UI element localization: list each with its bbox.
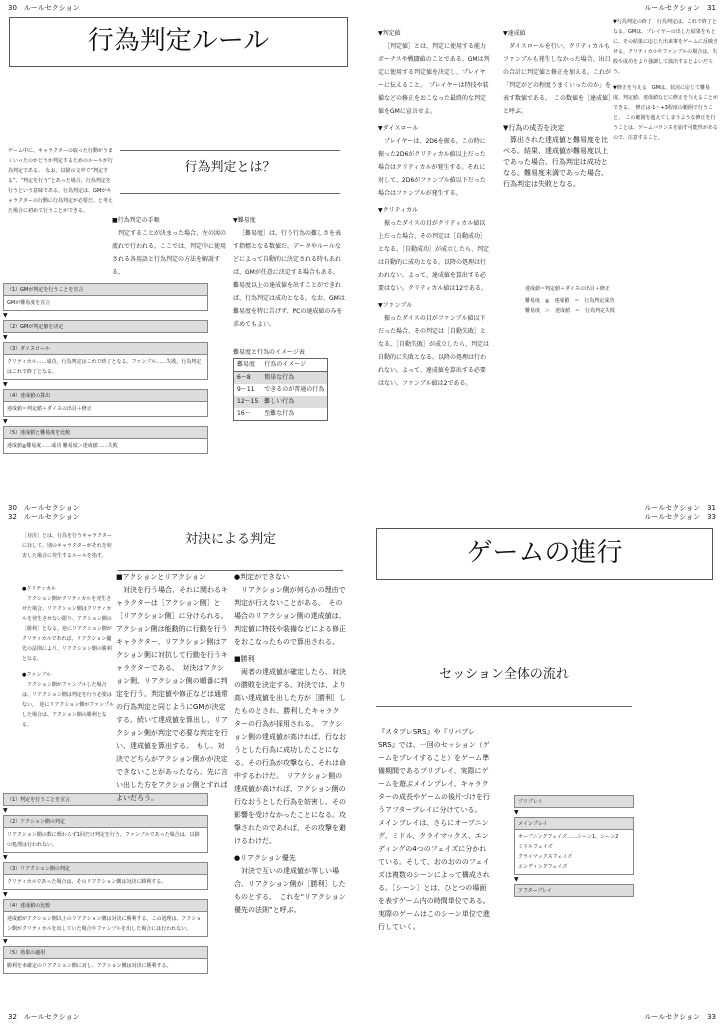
section-text: 対決を行う場合、それに関わるキャラクターは［アクション側］と［リアクション側］に分けられる。アクション側は能動的に行動を行うキャラクター、リアクション側はアクション側に対抗して行動を行うキャラクターである。 対決はアクション側、リアクション側の順番に判定を行う。判定値や修正などは通常の行為判定と同じようにGMが決定する。続いて達成値を算出し、リアクション側が判定で必要な判定を行い、達成値を算出する。 もし、対決でどちらがアクション側かが決定できないことがあったなら、先に言い出した方をアクション側とすればよいだろう。 (116, 586, 228, 802)
phase-item: オープニングフェイズ……シーン1、シーン2 (518, 834, 619, 840)
flow-step-head: アフタープレイ (514, 884, 634, 897)
phase-item: ミドルフェイズ (518, 844, 553, 850)
table-row: 6〜8 簡単な行為 (234, 372, 328, 385)
page-header-right: ルールセクション 31 ルールセクション 33 (644, 504, 716, 521)
side-note: ▼修正を与える GMは、状況に応じて難易度、判定値、達成値などに修正を与えることができる。 修正は-1〜+3程度の範囲で行うこと。 この範囲を超えてしまうような修正を行うことは、ゲームバランスを崩す可能性があるので、注意すること。 (613, 85, 719, 141)
arrow-down-icon: ▼ (3, 312, 8, 319)
subtitle: 対決による判定 (184, 532, 276, 547)
divider (120, 150, 340, 151)
flow-step-head: （5）達成値と難易度を比較 (3, 426, 208, 439)
flow-step-head: （2）GMが判定値を決定 (3, 320, 208, 333)
section-heading: ▼判定値 (378, 30, 401, 37)
table-title: 難易度と行為のイメージ表 (233, 349, 305, 356)
title-box (376, 528, 713, 580)
arrow-down-icon: ▼ (3, 854, 8, 861)
table-row: 9〜11 できるのが普通の行為 (237, 386, 325, 393)
arrow-down-icon: ▼ (3, 334, 8, 341)
session-flowchart (514, 795, 634, 897)
flow-step-head: （5）効果の適用 (3, 946, 208, 959)
formula-line: 達成値＝判定値＋ダイスの出目＋修正 (525, 286, 610, 292)
section-heading: ▼達成値 (503, 30, 526, 37)
flow-step-head: （3）ダイスロール (3, 342, 208, 355)
section-heading: ■行為判定の手順 (112, 217, 160, 224)
difficulty-table (233, 358, 328, 421)
section-heading: ■勝利 (234, 655, 255, 663)
phase-item: エンディングフェイズ (518, 864, 568, 870)
section-text: 判定することが決まった場合、左の図の流れで行われる。ここでは、判定中に使用される各用語と行為判定の方法を解説する。 (112, 230, 227, 276)
contest-flowchart (3, 793, 208, 974)
procedure-section (112, 214, 226, 279)
flow-step-head: （3）リアクション側の判定 (3, 862, 208, 875)
section-text: 算出された達成値と難易度を比べる。結果、達成値が難易度以上であった場合、行為判定は成功となる。難易度未満であった場合、行為判定は失敗となる。 (503, 136, 608, 188)
page-title: ゲームの進行 (466, 538, 623, 568)
arrow-down-icon: ▼ (3, 381, 8, 388)
section-text: 振ったダイスの目がクリティカル値以上だった場合、その判定は［自動成功］となる。［自動成功］が成立したら、判定は自動的に成功となる。以降の処理は行われない。よって、達成値を算出する必要はない。クリティカル値は12である。 (378, 220, 490, 292)
section-title: セッション全体の流れ (439, 667, 569, 682)
page-footer-left: 32 ルールセクション (8, 1013, 80, 1021)
arrow-down-icon: ▼ (3, 891, 8, 898)
flow-step-head: メインプレイ (514, 817, 634, 830)
flow-step-body: 達成値がアクション側以上のリアクション側は対決に勝利する。この処理は、アクション側がクリティカルを出していた場合やファンブルを出した場合には行われない。 (3, 912, 208, 937)
arrow-down-icon: ▼ (3, 807, 8, 814)
section-heading: ▼クリティカル (378, 207, 419, 214)
session-title-block (376, 664, 632, 707)
section-text: プレイヤーは、2D6を振る。この時に振った2D6がクリティカル値以上だった場合はクリティカルが発生する。それに対して、2D6がファンブル値以下だった場合はファンブルが発生する。 (378, 138, 486, 197)
section-text: ［判定値］とは、判定に使用する能力ボーナスや戦闘値のことである。GMは判定に使用する判定値を決定し、プレイヤーに伝えること。 プレイヤーは特技や装備などの修正をおこなった最終的な判定値をGMに宣言せよ。 (378, 43, 490, 115)
arrow-down-icon: ▼ (514, 876, 519, 883)
flow-step-body: 勝利を未確定のリアクション側に対し、アクション側は対決に勝利する。 (3, 959, 208, 974)
section-heading: ■アクションとリアクション (116, 573, 206, 581)
difficulty-table-block (233, 347, 328, 421)
section-heading: ▼ファンブル (378, 302, 413, 309)
section-text: 対決で互いの達成値が等しい場合、リアクション側が［勝利］したものとする。 これを“リアクション優先の法則”と呼ぶ。 (234, 867, 346, 914)
table-row: 12〜15 難しい行為 (234, 396, 328, 408)
table-row: 16〜 至難な行為 (237, 410, 295, 417)
subtitle-block (120, 150, 340, 194)
page-header-left: 30 ルールセクション 32 ルールセクション (8, 504, 80, 521)
flow-step-body: クリティカル……成功。行為判定はこれで終了となる。ファンブル……失敗。行為判定はこれで終了となる。 (3, 355, 208, 380)
side-item-text: アクション側がファンブルした場合は、リアクション側は判定を行う必要はない。 逆にリアクション側がファンブルした場合は、アクション側の勝利となる。 (22, 682, 114, 728)
divider (376, 706, 632, 707)
page-header-right: ルールセクション 31 (644, 4, 716, 12)
arrow-down-icon: ▼ (3, 938, 8, 945)
page-title: 行為判定ルール (87, 26, 270, 56)
arrow-down-icon: ▼ (3, 418, 8, 425)
divider (120, 193, 340, 194)
section-text: ダイスロールを行い、クリティカルもファンブルも発生しなかった場合、出目の合計に判定値と修正を加える。これが「判定がどの程度うまくいったのか」を表す数値である。 この数値を［達成値］と呼ぶ。 (503, 43, 612, 115)
flow-step-head: プリプレイ (514, 795, 634, 808)
section-heading: ▼難易度 (233, 217, 256, 224)
column-4 (503, 27, 611, 190)
section-text: ［難易度］は、行う行為の難しさを表す指標となる数値だ。データやルールなどによって自動的に決定される時もあれば、GMが任意に決定する場合もある。 難易度以上の達成値を出すことができれば、行為判定は成功となる。なお、GMは難易度を特に告げず、PCの達成値のみを求めてもよい。 (233, 230, 345, 328)
subtitle-block (118, 530, 343, 571)
formula-line: 難易度 ≦ 達成値 ＝ 行為判定成功 (525, 298, 615, 304)
flow-step-head: （4）達成値の算出 (3, 389, 208, 402)
side-items (22, 584, 116, 730)
session-text: 『スタブレSRS』や『リバプレSRS』では、一回のセッション（ゲームをプレイすること）をゲーム準備期間であるプリプレイ、実際にゲームを遊ぶメインプレイ、キャラクターの成長やゲームの後片づけを行うアフタープレイに分けている。 メインプレイは、さらにオープニング、ミドル、クライマックス、エンディングの4つのフェイズに分かれている。そして、おのおののフェイズは複数のシーンによって構成される。［シーン］とは、ひとつの場面を表すゲーム内の時間単位である。実際のゲームはこのシーン単位で進行していく。 (378, 728, 490, 931)
section-text: 振ったダイスの目がファンブル値以下だった場合、その判定は［自動失敗］となる。［自動失敗］が成立したら、判定は自動的に失敗となる。以降の処理は行われない。よって、達成値を算出する必要はない。ファンブル値は2である。 (378, 315, 490, 387)
flow-step-head: （4）達成値の比較 (3, 899, 208, 912)
side-note: ［対決］とは、行為を行うキャラクターに対して、別のキャラクターがそれを妨害した場合に発生するルールを指す。 (22, 533, 112, 559)
section-text: 両者の達成値が確定したら、対決の勝敗を決定する。対決では、より高い達成値を出した方が［勝利］したものとされ、勝利したキャラクターの行為が採用される。 アクション側の達成値が高ければ、行なおうとした行為に成功したことになる。その行為が攻撃なら、それは命中するわけだ。 リアクション側の達成値が高ければ、アクション側の行なおうとした行為を妨害し、その影響を受けなかったことになる。攻撃されたのであれば、その攻撃を避けるわけだ。 (234, 668, 346, 845)
side-column (613, 17, 719, 143)
difficulty-section (233, 214, 346, 331)
flow-step-body: 達成値＝判定値＋ダイスの出目＋修正 (3, 402, 208, 417)
victory-section (234, 571, 346, 917)
section-text: リアクション側が何らかの理由で判定が行えないことがある。 その場合のリアクション側の達成値は、判定値に特技や装備などによる修正をおこなったもので算出される。 (234, 586, 346, 646)
flow-step-body: リアクション側の数に関わらず1回だけ判定を行う。ファンブルであった場合は、以降の処理は行われない。 (3, 828, 208, 853)
flow-step-body: GMが難易度を宣言 (3, 296, 208, 311)
formula-line: 難易度 ＞ 達成値 ＝ 行為判定失敗 (525, 308, 616, 314)
page-footer-right: ルールセクション 33 (644, 1013, 716, 1021)
flow-step-head: （1）GMが判定を行うことを宣言 (3, 283, 208, 296)
section-heading: ●判定ができない (234, 573, 290, 581)
formula-block (525, 284, 615, 316)
side-item-heading: ●クリティカル (22, 586, 56, 592)
procedure-flowchart (3, 283, 208, 454)
flow-step-body (514, 830, 634, 875)
action-reaction-section (116, 571, 228, 805)
side-item-heading: ●ファンブル (22, 672, 52, 678)
column-3 (378, 27, 490, 390)
side-note: ゲーム中に、キャラクターの取った行動がうまくいったのかどうか判定するためのルールが行為判定である。 なお、以降の文中で“判定する”、“判定を行う”とあった場合、行為判定を行うという意味である。行為判定は、GMがキャラクターの行動に行為判定が必要だ、と考えた場合に初めて行うことができる。 (8, 148, 113, 214)
flow-step-head: （1）判定を行うことを宣言 (3, 793, 208, 806)
phase-item: クライマックスフェイズ (518, 854, 573, 860)
side-note: ▼行為判定の終了 行為判定は、これで終了となる。GMは、プレイヤーの出した結果をもとに、その結果に応じた出来事をゲームに反映させる。クリティカルやファンブルの場合は、失敗や成功をより強調して演出するとよいだろう。 (613, 19, 719, 75)
flow-step-body: クリティカルであった場合は、そのリアクション側は対決に勝利する。 (3, 875, 208, 890)
table-header: 行為のイメージ (264, 361, 307, 368)
flow-step-body: 達成値≧難易度……成功 難易度＞達成値……失敗 (3, 439, 208, 454)
flow-step-head: （2）アクション側の判定 (3, 815, 208, 828)
title-box (9, 17, 348, 67)
table-header: 難易度 (237, 361, 256, 368)
section-heading: ●リアクション優先 (234, 854, 296, 862)
page-header-left: 30 ルールセクション (8, 4, 80, 12)
subtitle: 行為判定とは？ (184, 160, 276, 175)
section-heading: ▼ダイスロール (378, 125, 419, 132)
side-item-text: アクション側がクリティカルを発生させた場合、リアクション側はクリティカルを発生させない限り、アクション側の［勝利］となる。逆にリアクション側がクリティカルであれば、リアクション優先の法則により、リアクション側の勝利となる。 (22, 596, 112, 662)
section-heading: ▼行為の成否を決定 (503, 124, 565, 132)
arrow-down-icon: ▼ (514, 809, 519, 816)
